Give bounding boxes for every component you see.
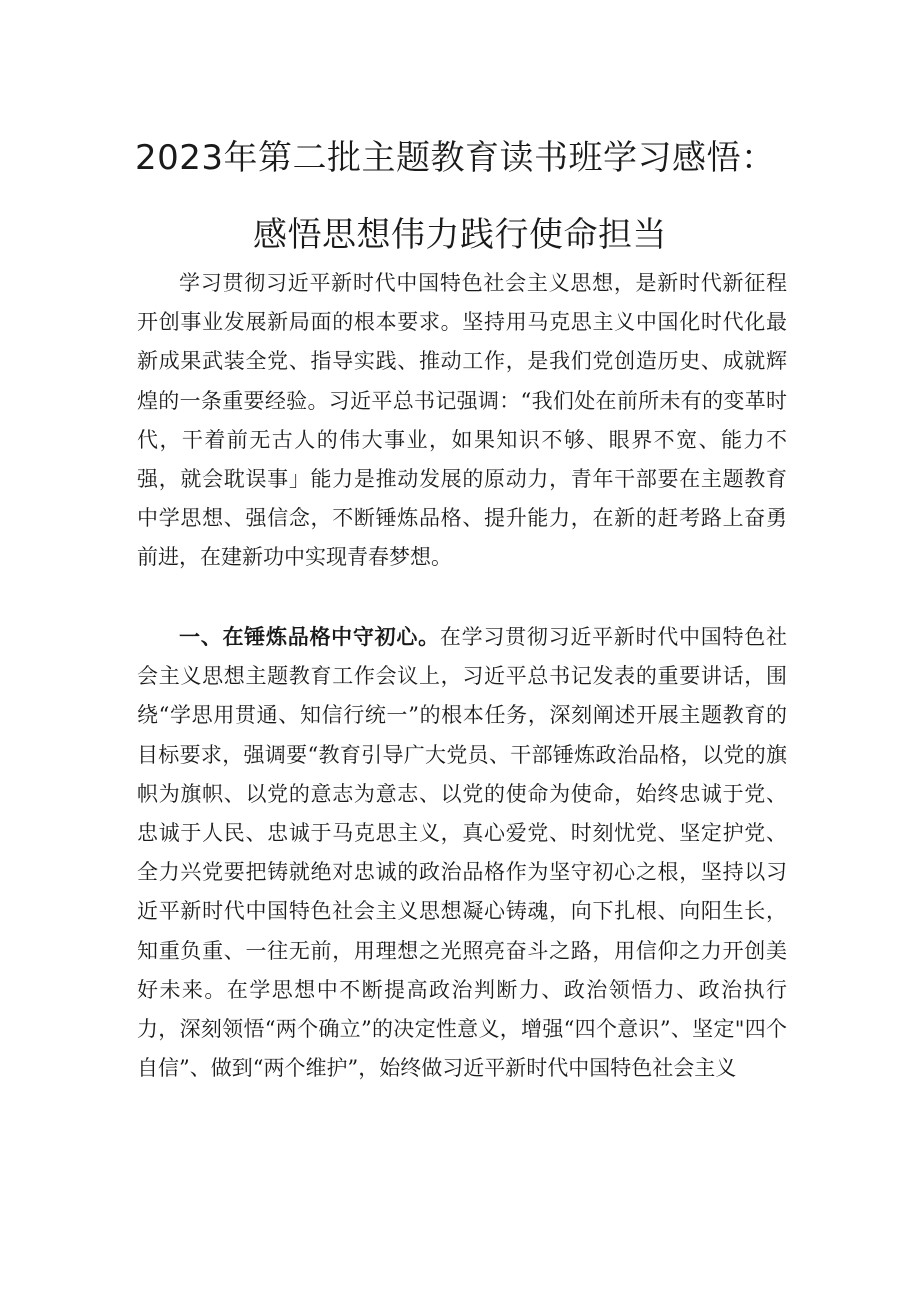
document-title: 2023年第二批主题教育读书班学习感悟： <box>135 138 776 178</box>
document-subtitle: 感悟思想伟力践行使命担当 <box>253 215 667 255</box>
intro-paragraph: 学习贯彻习近平新时代中国特色社会主义思想，是新时代新征程开创事业发展新局面的根本要求。坚持用马克思主义中国化时代化最新成果武装全党、指导实践、推动工作，是我们党创造历史、成就辉煌的一条重要经验。习近平总书记强调：“我们处在前所未有的变革时代，干着前无古人的伟大事业，如果知识不够、眼界不宽、能力不强，就会耽误事」能力是推动发展的原动力，青年干部要在主题教育中学思想、强信念，不断锤炼品格、提升能力，在新的赶考路上奋勇前进，在建新功中实现青春梦想。 <box>137 271 787 570</box>
section1-body: 在学习贯彻习近平新时代中国特色社会主义思想主题教育工作会议上，习近平总书记发表的重要讲话，围绕“学思用贯通、知信行统一”的根本任务，深刻阐述开展主题教育的目标要求，强调要“教育引导广大党员、干部锤炼政治品格，以党的旗帜为旗帜、以党的意志为意志、以党的使命为使命，始终忠诚于党、忠诚于人民、忠诚于马克思主义，真心爱党、时刻忧党、坚定护党、全力兴党要把铸就绝对忠诚的政治品格作为坚守初心之根，坚持以习近平新时代中国特色社会主义思想凝心铸魂，向下扎根、向阳生长，知重负重、一往无前，用理想之光照亮奋斗之路，用信仰之力开创美好未来。在学思想中不断提高政治判断力、政治领悟力、政治执行力，深刻领悟“两个确立”的决定性意义，增强“四个意识”、坚定"四个自信”、做到“两个维护”，始终做习近平新时代中国特色社会主义 <box>137 625 788 1081</box>
section1-paragraph <box>137 618 787 1143</box>
section1-heading: 一、在锤炼品格中守初心。 <box>179 625 440 649</box>
